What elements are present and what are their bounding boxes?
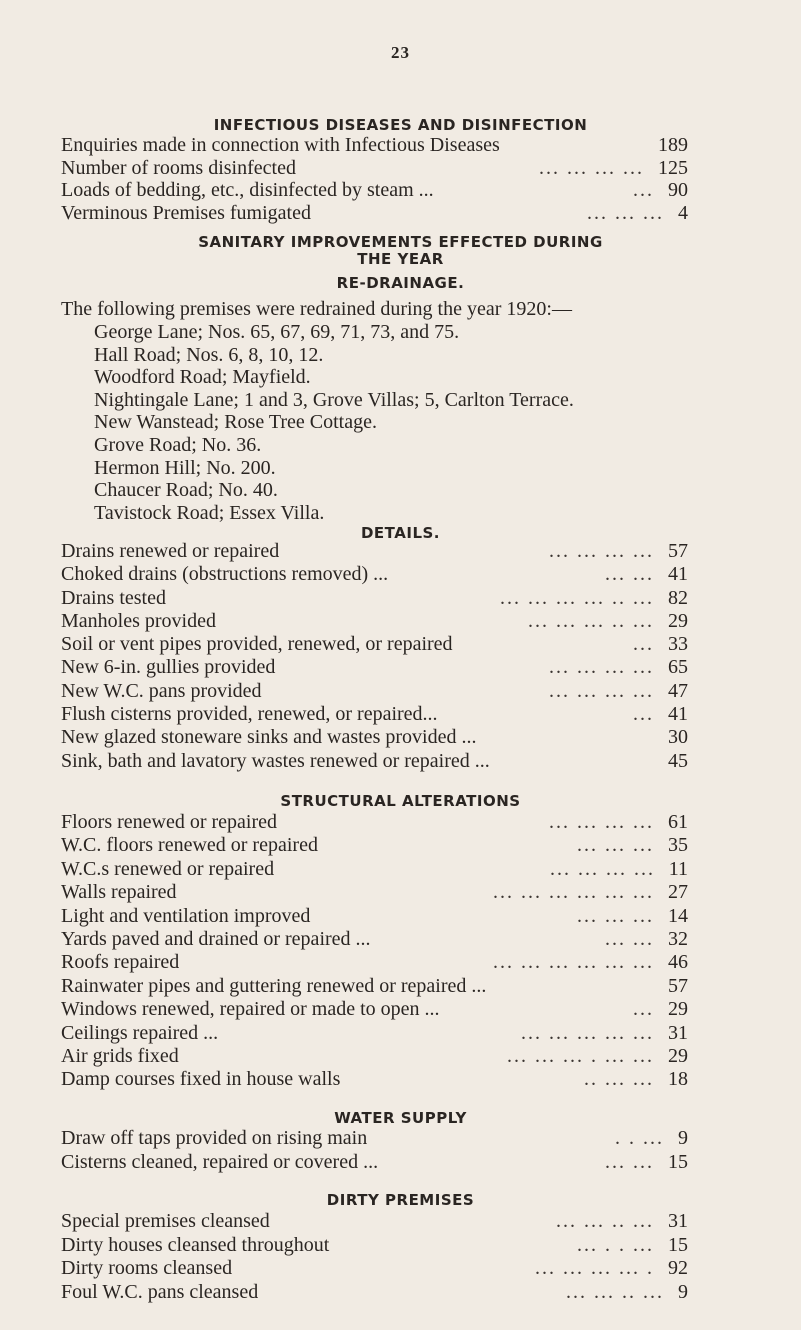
table-row: [61, 703, 688, 726]
row-value: 45: [668, 749, 688, 772]
row-leader-dots: ...: [633, 998, 654, 1021]
row-value: 9: [678, 1127, 688, 1149]
row-value: 11: [668, 857, 688, 880]
row-label: Enquiries made in connection with Infectious Diseases: [61, 134, 500, 156]
row-value: 30: [668, 726, 688, 749]
row-leader-dots: . . ...: [615, 1127, 664, 1149]
row-label: Dirty rooms cleansed: [61, 1257, 233, 1279]
table-row: [61, 750, 688, 773]
row-label: Loads of bedding, etc., disinfected by steam ...: [61, 179, 434, 201]
row-value: 27: [668, 881, 688, 904]
row-leader-dots: ... ... ... ...: [549, 811, 654, 833]
row-leader-dots: ... ... ... ...: [539, 156, 644, 179]
details-table: [61, 540, 688, 773]
row-leader-dots: ... ... ...: [587, 201, 664, 224]
row-label: Floors renewed or repaired: [61, 811, 278, 833]
water-heading: WATER SUPPLY: [334, 1109, 467, 1127]
row-value: 82: [668, 586, 688, 609]
row-leader-dots: ... ... ... ... .: [535, 1257, 654, 1279]
premises-list: [94, 321, 574, 524]
row-value: 57: [668, 974, 688, 997]
row-leader-dots: ... ...: [605, 1150, 654, 1173]
premises-item: New Wanstead; Rose Tree Cottage.: [94, 411, 377, 434]
row-leader-dots: ...: [633, 633, 654, 656]
row-value: 4: [678, 201, 688, 224]
row-leader-dots: ... ... ...: [577, 904, 654, 927]
row-value: 32: [668, 927, 688, 950]
table-row: [61, 998, 688, 1021]
row-label: Flush cisterns provided, renewed, or repaired...: [61, 703, 438, 726]
table-row: [61, 726, 688, 749]
row-value: 29: [668, 1044, 688, 1067]
row-label: Light and ventilation improved: [61, 904, 311, 927]
row-label: Ceilings repaired ...: [61, 1021, 219, 1044]
row-label: Special premises cleansed: [61, 1210, 270, 1232]
row-leader-dots: ... ... ...: [577, 834, 654, 857]
row-value: 92: [668, 1257, 688, 1279]
row-label: Air grids fixed: [61, 1044, 179, 1067]
table-row: [61, 1210, 688, 1234]
row-value: 14: [668, 904, 688, 927]
table-row: [61, 951, 688, 974]
row-label: Dirty houses cleansed throughout: [61, 1233, 330, 1256]
row-label: New W.C. pans provided: [61, 679, 262, 702]
row-leader-dots: ... ...: [605, 927, 654, 950]
row-value: 65: [668, 656, 688, 679]
row-leader-dots: ... ...: [605, 563, 654, 586]
row-value: 29: [668, 998, 688, 1021]
table-row: [61, 811, 688, 834]
table-row: [61, 1151, 688, 1175]
row-value: 33: [668, 633, 688, 656]
table-row: [61, 881, 688, 904]
dirty-table: [61, 1210, 688, 1304]
row-value: 15: [668, 1233, 688, 1256]
table-row: [61, 680, 688, 703]
dirty-heading: DIRTY PREMISES: [326, 1191, 475, 1209]
row-leader-dots: ... ... ... ... ... ...: [493, 951, 654, 974]
table-row: [61, 975, 688, 998]
row-label: Rainwater pipes and guttering renewed or repaired ...: [61, 974, 487, 997]
row-label: W.C. floors renewed or repaired: [61, 834, 318, 857]
row-label: Damp courses fixed in house walls: [61, 1068, 341, 1091]
row-value: 31: [668, 1021, 688, 1044]
table-row: [61, 179, 688, 202]
table-row: [61, 540, 688, 563]
row-leader-dots: ...: [633, 703, 654, 726]
premises-item: Nightingale Lane; 1 and 3, Grove Villas; 5, Carlton Terrace.: [94, 388, 574, 411]
premises-item: Tavistock Road; Essex Villa.: [94, 501, 325, 524]
row-leader-dots: ... ... .. ...: [556, 1210, 654, 1232]
row-leader-dots: ... ... ... ... ...: [521, 1021, 654, 1044]
row-value: 31: [668, 1210, 688, 1232]
row-label: Draw off taps provided on rising main: [61, 1127, 368, 1149]
row-label: Roofs repaired: [61, 951, 180, 974]
row-label: Windows renewed, repaired or made to open ...: [61, 998, 440, 1021]
premises-item: Hermon Hill; No. 200.: [94, 456, 276, 479]
row-leader-dots: ... ... .. ...: [566, 1280, 664, 1303]
row-value: 57: [668, 540, 688, 562]
structural-heading: STRUCTURAL ALTERATIONS: [280, 792, 521, 810]
sanitary-heading: [0, 234, 801, 268]
page-number: 23: [391, 43, 410, 62]
table-row: [61, 157, 688, 180]
premises-item: Chaucer Road; No. 40.: [94, 479, 278, 502]
row-leader-dots: ... . . ...: [577, 1233, 654, 1256]
row-value: 18: [668, 1068, 688, 1091]
details-heading: DETAILS.: [360, 524, 440, 542]
premises-item: George Lane; Nos. 65, 67, 69, 71, 73, and 75.: [94, 321, 460, 343]
table-row: [61, 633, 688, 656]
table-row: [61, 834, 688, 857]
table-row: [61, 656, 688, 679]
row-value: 29: [668, 609, 688, 632]
row-value: 41: [668, 563, 688, 586]
structural-table: [61, 811, 688, 1092]
redrainage-heading: RE-DRAINAGE.: [336, 274, 465, 292]
row-label: Walls repaired: [61, 881, 177, 904]
row-leader-dots: ... ... ... ... ... ...: [493, 881, 654, 904]
row-value: 125: [658, 156, 688, 179]
row-label: Drains renewed or repaired: [61, 540, 280, 562]
table-row: [61, 1234, 688, 1258]
redrainage-intro: The following premises were redrained during the year 1920:—: [61, 298, 572, 320]
table-row: [61, 905, 688, 928]
row-value: 35: [668, 834, 688, 857]
row-leader-dots: ... ... ... ...: [549, 656, 654, 679]
row-label: Number of rooms disinfected: [61, 156, 296, 179]
table-row: [61, 1068, 688, 1091]
row-value: 46: [668, 951, 688, 974]
row-label: New glazed stoneware sinks and wastes provided ...: [61, 726, 477, 749]
table-row: [61, 1022, 688, 1045]
row-label: Choked drains (obstructions removed) ...: [61, 563, 389, 586]
table-row: [61, 587, 688, 610]
row-leader-dots: ... ... ... ...: [550, 857, 655, 880]
row-value: 47: [668, 679, 688, 702]
table-row: [61, 610, 688, 633]
row-value: 189: [658, 134, 688, 156]
row-label: New 6-in. gullies provided: [61, 656, 276, 679]
row-label: Manholes provided: [61, 609, 216, 632]
sanitary-heading-line1: SANITARY IMPROVEMENTS EFFECTED DURING: [198, 233, 603, 251]
row-leader-dots: .. ... ...: [584, 1068, 654, 1091]
infectious-heading: INFECTIOUS DISEASES AND DISINFECTION: [213, 116, 588, 134]
row-label: Soil or vent pipes provided, renewed, or repaired: [61, 633, 453, 656]
table-row: [61, 202, 688, 225]
row-label: Sink, bath and lavatory wastes renewed or repaired ...: [61, 749, 490, 772]
sanitary-heading-line2: THE YEAR: [357, 250, 444, 268]
row-label: Foul W.C. pans cleansed: [61, 1280, 259, 1303]
row-leader-dots: ... ... ... ...: [549, 540, 654, 562]
table-row: [61, 134, 688, 157]
row-value: 41: [668, 703, 688, 726]
premises-item: Grove Road; No. 36.: [94, 433, 262, 456]
row-label: Cisterns cleaned, repaired or covered ...: [61, 1150, 379, 1173]
row-value: 9: [678, 1280, 688, 1303]
row-leader-dots: ...: [633, 179, 654, 201]
premises-item: Woodford Road; Mayfield.: [94, 366, 311, 389]
row-label: W.C.s renewed or repaired: [61, 857, 275, 880]
table-row: [61, 563, 688, 586]
row-leader-dots: ... ... ... .. ...: [528, 609, 654, 632]
row-leader-dots: ... ... ... . ... ...: [507, 1044, 654, 1067]
table-row: [61, 1127, 688, 1151]
table-row: [61, 1257, 688, 1281]
row-label: Drains tested: [61, 586, 166, 609]
table-row: [61, 1281, 688, 1305]
premises-item: Hall Road; Nos. 6, 8, 10, 12.: [94, 343, 324, 366]
row-value: 15: [668, 1150, 688, 1173]
row-value: 61: [668, 811, 688, 833]
row-label: Yards paved and drained or repaired ...: [61, 927, 371, 950]
infectious-table: [61, 134, 688, 224]
row-value: 90: [668, 179, 688, 201]
row-leader-dots: ... ... ... ... .. ...: [500, 586, 654, 609]
row-label: Verminous Premises fumigated: [61, 201, 311, 224]
water-table: [61, 1127, 688, 1174]
row-leader-dots: ... ... ... ...: [549, 679, 654, 702]
table-row: [61, 928, 688, 951]
table-row: [61, 858, 688, 881]
table-row: [61, 1045, 688, 1068]
